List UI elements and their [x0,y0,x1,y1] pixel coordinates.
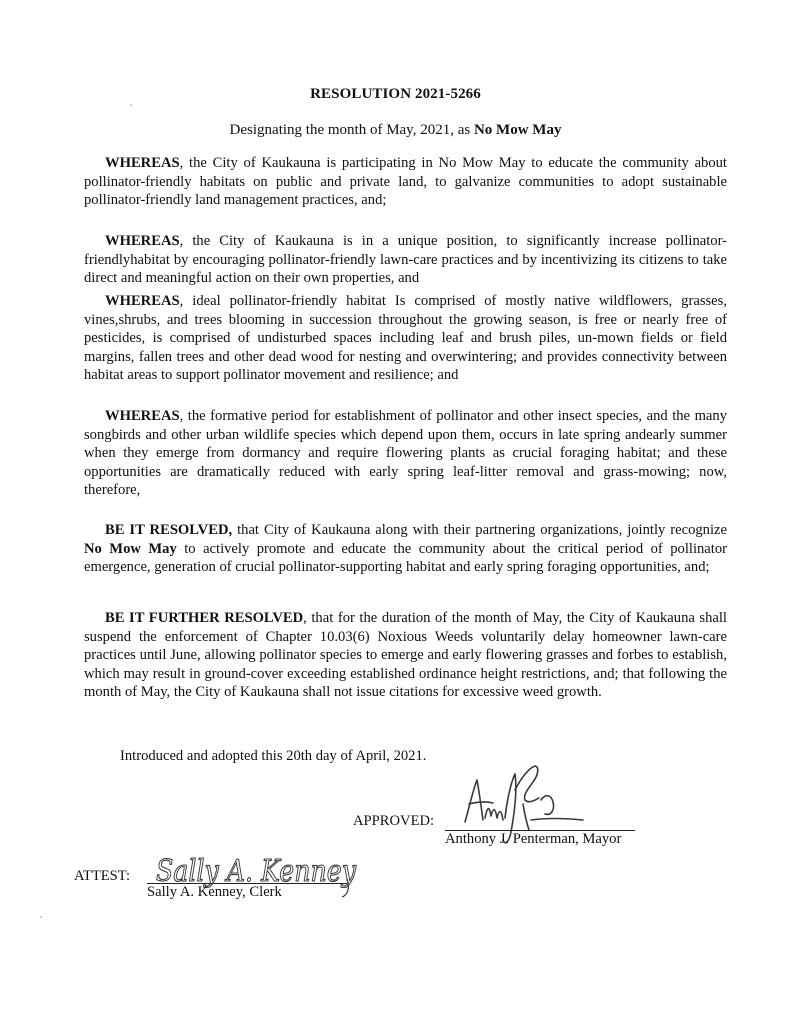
subtitle-text: Designating the month of May, 2021, as [229,122,474,138]
scan-speck [40,916,42,918]
paragraph-text: , the City of Kaukauna is in a unique position, to significantly increase pollinator-friendlyhabitat by encouraging pollinator-friendly lawn-care practices and by incentivizing its citizens to take direct and meaningful action on their own properties, and [84,233,727,287]
paragraph-text: to actively promote and educate the community about the critical period of pollinator emergence, generation of crucial pollinator-supporting habitat and early spring foraging opportunities, and; [84,540,727,576]
whereas-paragraph-1 [84,154,727,210]
further-resolved-paragraph [84,609,727,702]
whereas-paragraph-3 [84,292,727,385]
paragraph-lead: WHEREAS [105,233,180,249]
scan-speck [130,104,132,106]
resolution-title: RESOLUTION 2021-5266 [310,86,481,102]
paragraph-lead: WHEREAS [105,155,180,171]
paragraph-lead: BE IT FURTHER RESOLVED [105,610,304,626]
approved-label: APPROVED: [353,813,435,829]
mayor-name: Anthony J. Penterman, Mayor [445,831,622,847]
paragraph-lead: WHEREAS [105,408,180,424]
paragraph-text: , the City of Kaukauna is participating in No Mow May to educate the community about pollinator-friendly habitats on public and private land, to galvanize communities to adopt sustainable pollinator-friendly land management practices, and; [84,155,727,209]
resolution-subtitle [0,122,791,139]
paragraph-lead: WHEREAS [105,293,180,309]
paragraph-text: , that for the duration of the month of May, the City of Kaukauna shall suspend the enforcement of Chapter 10.03(6) Noxious Weeds voluntarily delay homeowner lawn-care practices until June, allowing pollinator species to emerge and early flowering grasses and forbes to establish, which may result in ground-cover exceeding established ordinance height restrictions, and; that following the month of May, the City of Kaukauna shall not issue citations for excessive weed growth. [84,610,727,701]
resolved-paragraph [84,521,727,577]
attest-label: ATTEST: [74,868,131,884]
clerk-signature-text: Sally A. Kenney [156,854,357,889]
whereas-paragraph-4 [84,407,727,500]
paragraph-text: , ideal pollinator-friendly habitat Is comprised of mostly native wildflowers, grasses, vines,shrubs, and trees blooming in succession throughout the growing season, is free or nearly free of pesticides, is comprised of undisturbed spaces including leaf and brush piles, un-mown fields or field margins, fallen trees and other dead wood for nesting and overwintering; and provides connectivity between habitat areas to support pollinator movement and resilience; and [84,293,727,384]
clerk-name: Sally A. Kenney, Clerk [147,884,282,900]
subtitle-bold: No Mow May [473,122,562,138]
paragraph-text: that City of Kaukauna along with their partnering organizations, jointly recognize [232,522,727,538]
paragraph-text: , the formative period for establishment of pollinator and other insect species, and the many songbirds and other urban wildlife species which depend upon them, occurs in late spring andearly summer when they emerge from dormancy and require flowering plants as crucial foraging habitat; and these opportunities are dramatically reduced with early spring leaf-litter removal and grass-mowing; now, therefore, [84,408,727,499]
whereas-paragraph-2 [84,232,727,288]
paragraph-bold: No Mow May [84,540,177,557]
adoption-statement: Introduced and adopted this 20th day of April, 2021. [120,748,427,764]
paragraph-lead: BE IT RESOLVED, [105,522,233,538]
